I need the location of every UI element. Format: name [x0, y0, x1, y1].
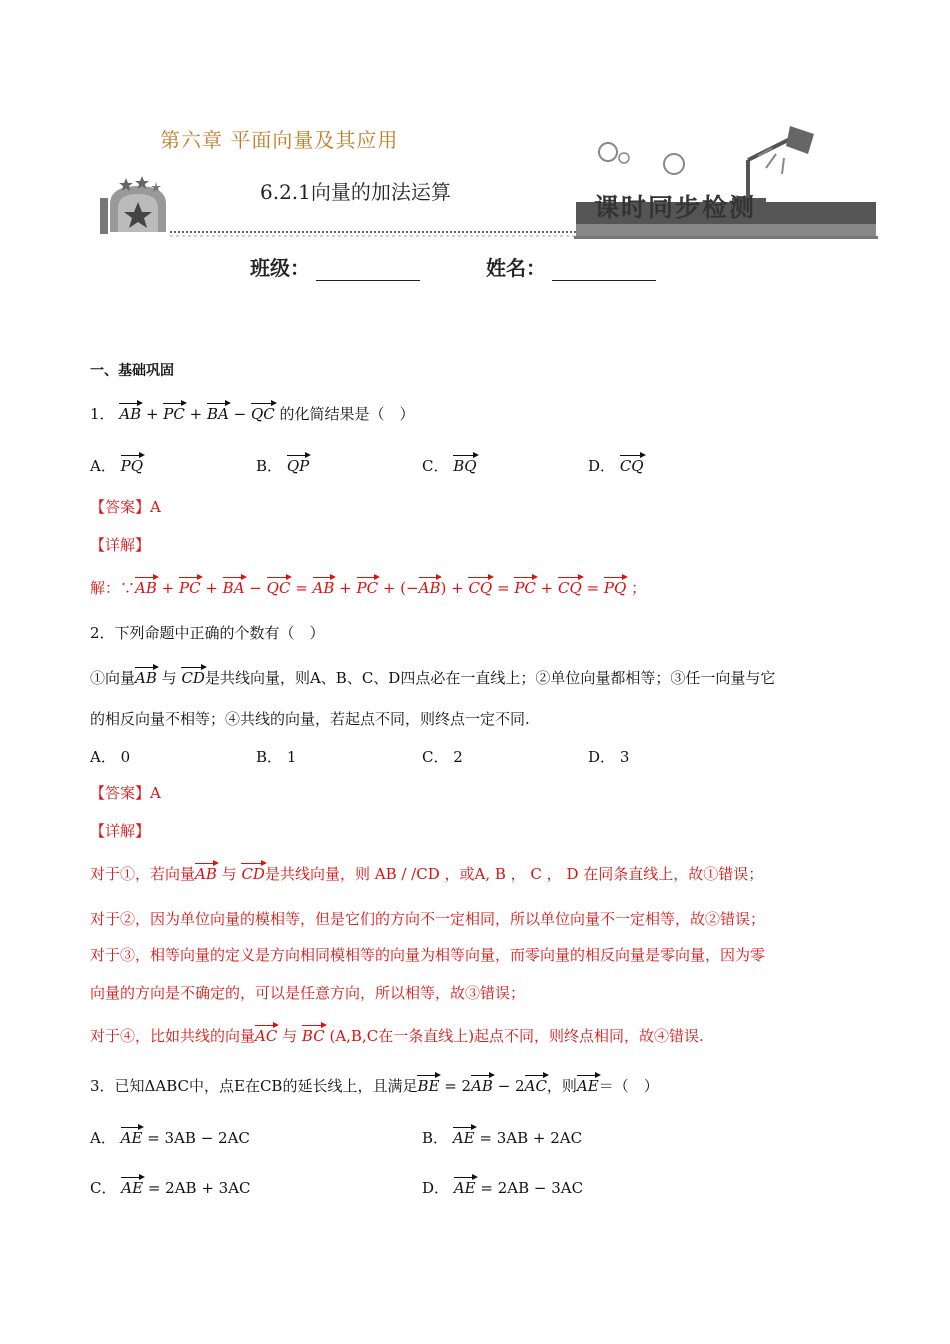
class-blank[interactable]: [316, 262, 420, 281]
q1-stem-tail: 的化简结果是（ ）: [279, 405, 415, 423]
q3-option-c[interactable]: C． AE = 2AB + 3AC: [90, 1174, 251, 1198]
q3-option-b[interactable]: B． AE = 3AB + 2AC: [422, 1124, 582, 1148]
q1-solution: 解：∵AB + PC + BA − QC = AB + PC + (−AB) + CQ = PC + CQ = PQ ；: [90, 574, 646, 598]
q1-option-a[interactable]: A． PQ: [90, 452, 143, 476]
class-label: 班级：: [250, 256, 310, 280]
name-blank[interactable]: [552, 262, 656, 281]
star-badge-icon: [100, 176, 166, 234]
q2-option-b[interactable]: B． 1: [256, 748, 297, 766]
q1-number: 1．: [90, 405, 115, 423]
name-field[interactable]: [486, 252, 656, 281]
q2-explanation-3: 对于③，相等向量的定义是方向相同模相等的向量为相等向量，而零向量的相反向量是零向量，因为零: [90, 946, 766, 964]
q1-option-d[interactable]: D． CQ: [588, 452, 644, 476]
q2-statement-line-1: ①向量AB 与 CD是共线向量，则A、B、C、D四点必在一直线上；②单位向量都相等；③任一向量与它: [90, 664, 775, 688]
q3-option-a[interactable]: A． AE = 3AB − 2AC: [90, 1124, 250, 1148]
q2-explanation-5: 对于④，比如共线的向量AC 与 BC (A,B,C在一条直线上)起点不同，则终点相同，故④错误.: [90, 1022, 704, 1046]
lesson-title: 6.2.1向量的加法运算: [260, 180, 451, 204]
chapter-title: 第六章 平面向量及其应用: [160, 128, 399, 152]
q2-answer: 【答案】A: [90, 784, 161, 802]
q2-statement-line-2: 的相反向量不相等；④共线的向量，若起点不同，则终点一定不同.: [90, 710, 530, 728]
q1-vec: AB: [119, 400, 141, 423]
name-label: 姓名：: [486, 256, 546, 280]
q2-explanation-1: 对于①，若向量AB 与 CD是共线向量，则 AB / /CD ，或A, B ， C ， D 在同条直线上，故①错误；: [90, 860, 763, 884]
question-3-stem: 3．已知ΔABC中，点E在CB的延长线上，且满足BE = 2AB − 2AC，则AE＝（ ）: [90, 1072, 659, 1096]
q2-option-a[interactable]: A． 0: [90, 748, 131, 766]
q2-explanation-4: 向量的方向是不确定的，可以是任意方向，所以相等，故③错误；: [90, 984, 526, 1002]
section-title: 一、基础巩固: [90, 363, 174, 379]
question-1-stem: 1． AB + PC + BA − QC 的化简结果是（ ）: [90, 400, 415, 424]
q2-detail: 【详解】: [90, 822, 151, 840]
question-2-stem: 2．下列命题中正确的个数有（ ）: [90, 624, 325, 642]
q1-detail: 【详解】: [90, 536, 151, 554]
q1-answer: 【答案】A: [90, 498, 161, 516]
q1-solution-prefix: 解：∵: [90, 579, 136, 597]
q3-option-d[interactable]: D． AE = 2AB − 3AC: [422, 1174, 583, 1198]
q2-option-c[interactable]: C． 2: [422, 748, 463, 766]
class-field[interactable]: [250, 252, 420, 281]
q1-option-c[interactable]: C． BQ: [422, 452, 477, 476]
q2-explanation-2: 对于②，因为单位向量的模相等，但是它们的方向不一定相同，所以单位向量不一定相等，故②错误；: [90, 910, 766, 928]
q2-option-d[interactable]: D． 3: [588, 748, 630, 766]
stamp-text: 课时同步检测: [594, 193, 757, 222]
q1-option-b[interactable]: B． QP: [256, 452, 309, 476]
